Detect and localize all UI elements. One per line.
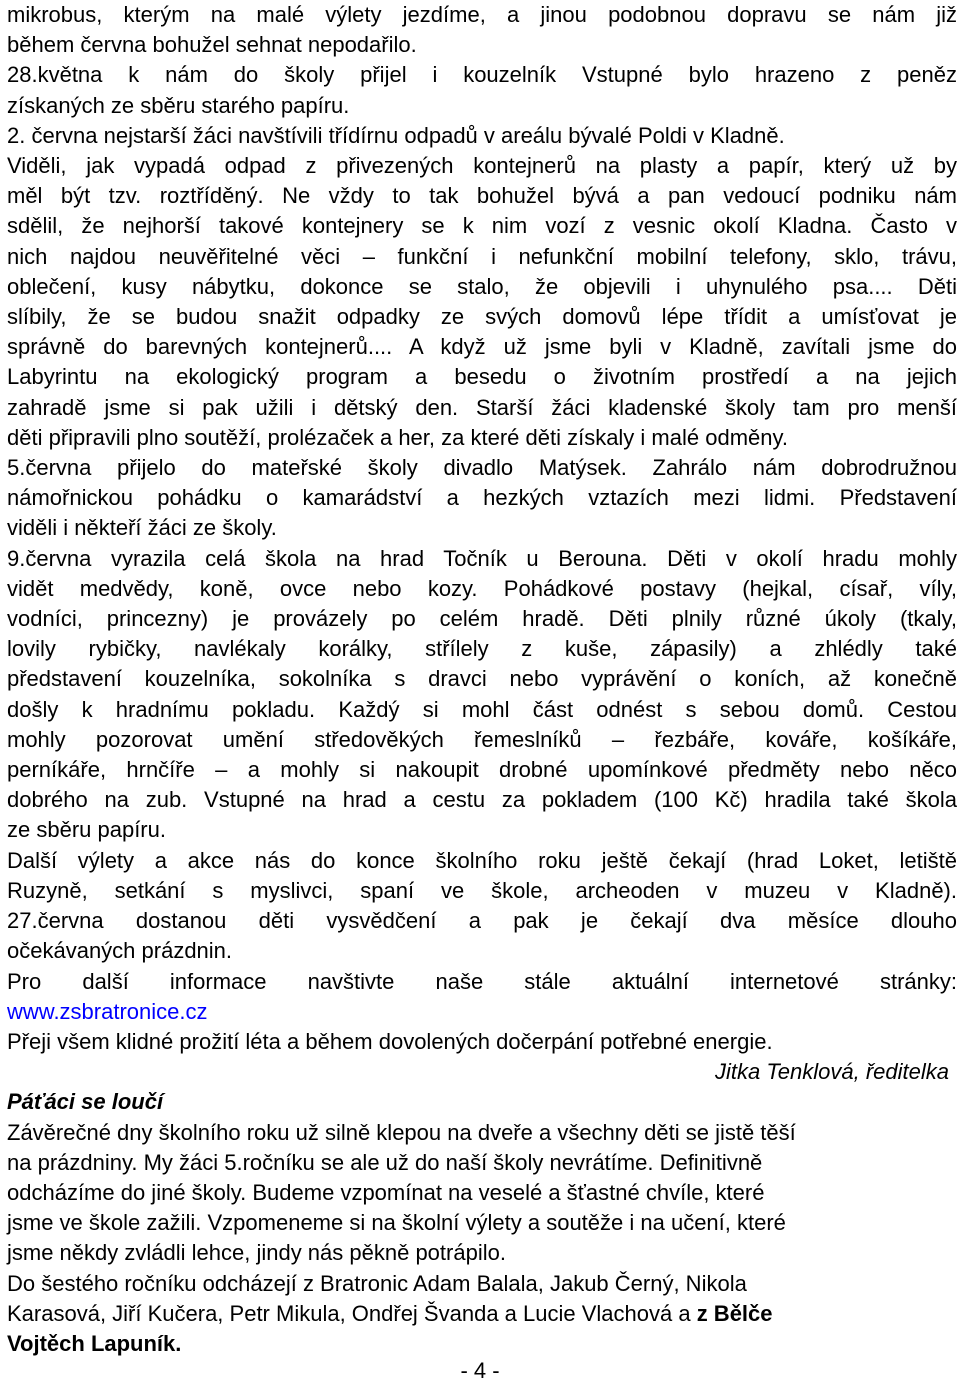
text-line: oblečení, kusy nábytku, dokonce se stalo, že objevili i uhynulého psa.... Děti — [7, 273, 957, 299]
farewell-article — [7, 1087, 957, 1359]
text-line: očekávaných prázdnin. — [7, 938, 233, 964]
text-line: správně do barevných kontejnerů.... A když už jsme byli v Kladně, zavítali jsme do — [7, 334, 957, 360]
text-line: Závěrečné dny školního roku už silně klepou na dveře a všechny děti se jistě těší — [7, 1119, 796, 1145]
text-line: viděli i někteří žáci ze školy. — [7, 515, 277, 541]
text-line: Další výlety a akce nás do konce školního roku ještě čekají (hrad Loket, letiště — [7, 847, 957, 873]
text-line: během června bohužel sehnat nepodařilo. — [7, 32, 417, 58]
text-line: slíbily, že se budou snažit odpadky ze svých domovů lépe třídit a umísťovat je — [7, 304, 957, 330]
text-line: mohly pozorovat umění středověkých řemeslníků – řezbáře, kováře, košíkáře, — [7, 726, 957, 752]
text-line: zahradě jsme si pak užili i dětský den. Starší žáci kladenské školy tam pro menší — [7, 394, 957, 420]
bold-text-segment: z Bělče — [696, 1300, 773, 1326]
text-line: jsme ve škole zažili. Vzpomeneme si na školní výlety a soutěže i na učení, které — [7, 1210, 786, 1236]
text-line: námořnickou pohádku o kamarádství a hezkých vztazích mezi lidmi. Představení — [7, 485, 957, 511]
article-body — [7, 0, 957, 1087]
text-line: dobrého na zub. Vstupné na hrad a cestu za pokladem (100 Kč) hradila také škola — [7, 787, 957, 813]
text-line: Do šestého ročníku odcházejí z Bratronic Adam Balala, Jakub Černý, Nikola — [7, 1270, 747, 1296]
document-page — [7, 0, 957, 1359]
page-number: - 4 - — [460, 1358, 500, 1383]
text-line: Labyrintu na ekologický program a besedu o životním prostředí a na jejich — [7, 364, 957, 390]
text-line: získaných ze sběru starého papíru. — [7, 92, 350, 118]
text-line: perníkáře, hrnčíře – a mohly si nakoupit drobné upomínkové předměty nebo něco — [7, 757, 957, 783]
text-line: Ruzyně, setkání s myslivci, spaní ve škole, archeoden v muzeu v Kladně). — [7, 877, 957, 903]
text-line: 2. června nejstarší žáci navštívili třídírnu odpadů v areálu bývalé Poldi v Kladně. — [7, 122, 785, 148]
text-segment: Karasová, Jiří Kučera, Petr Mikula, Ondřej Švanda a Lucie Vlachová a — [7, 1300, 697, 1326]
text-line: představení kouzelníka, sokolníka s dravci nebo vyprávění o koních, až konečně — [7, 666, 957, 692]
text-line: Pro další informace navštivte naše stále aktuální internetové stránky: — [7, 968, 957, 994]
text-line: 5.června přijelo do mateřské školy divadlo Matýsek. Zahrálo nám dobrodružnou — [7, 455, 957, 481]
text-line: měl být tzv. roztříděný. Ne vždy to tak bohužel bývá a pan vedoucí podniku nám — [7, 183, 957, 209]
website-link[interactable]: www.zsbratronice.cz — [7, 998, 208, 1024]
text-line: na prázdniny. My žáci 5.ročníku se ale už do naší školy nevrátíme. Definitivně — [7, 1149, 763, 1175]
closing-line: Přeji všem klidné prožití léta a během dovolených dočerpání potřebné energie. — [7, 1028, 773, 1054]
text-line: nich najdou neuvěřitelné věci – funkční i nefunkční mobilní telefony, sklo, trávu, — [7, 243, 957, 269]
signature: Jitka Tenklová, ředitelka — [715, 1059, 949, 1085]
text-line: mikrobus, kterým na malé výlety jezdíme, a jinou podobnou dopravu se nám již — [7, 2, 957, 27]
text-line: 27.června dostanou děti vysvědčení a pak je čekají dva měsíce dlouho — [7, 908, 957, 934]
text-line: ze sběru papíru. — [7, 817, 166, 843]
text-line: lovily rybičky, navlékaly korálky, střílely z kuše, zápasily) a zhlédly také — [7, 636, 957, 662]
article-heading: Páťáci se loučí — [7, 1089, 164, 1115]
text-line: vidět medvědy, koně, ovce nebo kozy. Pohádkové postavy (hejkal, císař, víly, — [7, 575, 957, 601]
text-line: došly k hradnímu pokladu. Každý si mohl část odnést s sebou domů. Cestou — [7, 696, 957, 722]
text-line: děti připravili plno soutěží, prolézaček a her, za které děti získaly i malé odměny. — [7, 424, 788, 450]
text-line: odcházíme do jiné školy. Budeme vzpomínat na veselé a šťastné chvíle, které — [7, 1179, 765, 1205]
text-line: Viděli, jak vypadá odpad z přivezených kontejnerů na plasty a papír, který už by — [7, 153, 957, 179]
text-line: 9.června vyrazila celá škola na hrad Točník u Berouna. Děti v okolí hradu mohly — [7, 545, 957, 571]
text-line: jsme někdy zvládli lehce, jindy nás pěkně potrápilo. — [7, 1240, 506, 1266]
text-line: Vojtěch Lapuník. — [7, 1330, 182, 1356]
text-line: vodníci, princezny) je provázely po celém hradě. Děti plnily různé úkoly (tkaly, — [7, 606, 957, 632]
text-line: 28.května k nám do školy přijel i kouzelník Vstupné bylo hrazeno z peněz — [7, 62, 957, 88]
text-line: sdělil, že nejhorší takové kontejnery se k nim vozí z vesnic okolí Kladna. Často v — [7, 213, 957, 239]
text-line — [7, 1299, 957, 1329]
